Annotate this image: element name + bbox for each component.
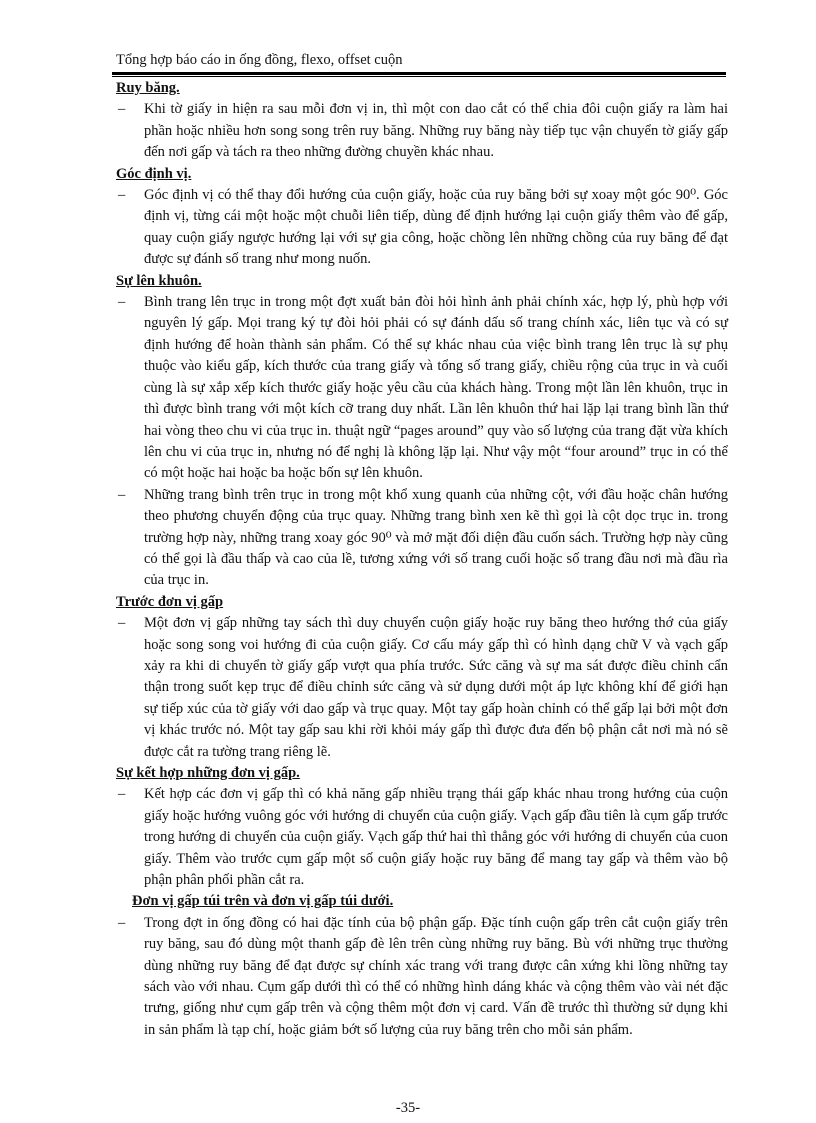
paragraph: – Kết hợp các đơn vị gấp thì có khả năng gấp nhiều trạng thái gấp khác nhau trong hướng của cuộn giấy hoặc hướng vuông góc với hướng di chuyển của cuộn giấy. Vạch gấp đầu tiên là cụm gấp trước trong hướng di chuyển của cuộn giấy. Vạch gấp thứ hai thì thẳng góc với hướng di chuyển của cuon giấy. Thêm vào trước cụm gấp một số cuộn giấy hoặc ruy băng để mang tay gấp và thêm vào bộ phận phân phối phần cắt ra.	[118, 786, 728, 889]
paragraph: – Trong đợt in ống đồng có hai đặc tính của bộ phận gấp. Đặc tính cuộn gấp trên cắt cuộn giấy trên ruy băng, sau đó dùng một thanh gấp đè lên trên cùng những ruy băng. Bù với những trục thường dùng những ruy băng để đạt được sự chính xác trang với trang được cân xứng khi lồng những tay sách vào với nhau. Cụm gấp dưới thì có thể có những hình dáng khác và cộng thêm vào vài nét đặc trưng, giống như cụm gấp trên và cộng thêm một đơn vị card. Vấn đề trước thì thường sử dụng khi in sản phẩm là tạp chí, hoặc giảm bớt số lượng của ruy băng trên cho mỗi sản phẩm.	[118, 914, 728, 1038]
running-header: Tổng hợp báo cáo in ống đồng, flexo, offset cuộn	[116, 52, 403, 68]
paragraph-text: Những trang bình trên trục in trong một khổ xung quanh của những cột, với đầu hoặc chân hướng theo phương chuyển động của trục quay. Những trang bình xen kẽ thì gọi là cột dọc trục in. trong trường hợp này, những trang xoay góc 90⁰ và mở mặt đối diện đầu cuốn sách. Trường hợp này cũng có thể gọi là đầu thấp và cao của lề, tương xứng với số trang cuối hoặc số trang đầu nơi mà đầu rìa của trục in.	[144, 486, 728, 589]
section-don-vi-gap-tui	[116, 891, 728, 1041]
header-rule-thin	[112, 76, 726, 77]
section-heading: Góc định vị.	[116, 165, 192, 182]
paragraph: – Bình trang lên trục in trong một đợt xuất bản đòi hỏi hình ảnh phải chính xác, hợp lý, phù hợp với nguyên lý gấp. Mọi trang ký tự đòi hỏi phải có sự đánh dấu số trang chính xác, liên tục và có sự định hướng để hoàn thành sản phẩm. Có thể sự khác nhau của việc bình trang lên trục là sự phụ thuộc vào kiểu gấp, kích thước của trang giấy và tổng số trang giấy, chiều rộng của trục in và cuối cùng là sự xắp xếp kích thước giấy hoặc yêu cầu của khách hàng. Trong một lần lên khuôn, trục in thì được bình trang với một kích cỡ trang duy nhất. Lần lên khuôn thứ hai lặp lại trang bình lần thứ hai vòng theo chu vi của trục in. thuật ngữ “pages around” quy vào số lượng của trang đặt vừa khích lên chu vi của trục in, nhưng nó để nghị là không lặp lại. Như vậy một “four around” trục in có thể có một hoặc hai hoặc ba hoặc bốn sự lên khuôn.	[118, 294, 728, 482]
section-heading: Sự kết hợp những đơn vị gấp.	[116, 765, 300, 781]
section-truoc-don-vi-gap	[116, 592, 728, 763]
paragraph-text: Một đơn vị gấp những tay sách thì duy chuyển cuộn giấy hoặc ruy băng theo hướng thớ của giấy hoặc song song voi hướng đi của cuộn giấy. Cơ cấu máy gấp thì có hình dạng chữ V và vạch gấp xảy ra khi di chuyển tờ giấy gấp vượt qua phía trước. Sức căng và sự ma sát được điều chỉnh cẩn thận trong suốt kẹp trục để điều chỉnh sức căng và sử dụng dưới một áp lực không khí để giới hạn sự tiếp xúc của tờ giấy với dao gấp và trục quay. Một tay gấp hoàn chỉnh có thể gấp lại bởi một đơn vị khác trước nó. Một tay gấp sau khi rời khỏi máy gấp thì được đưa đến bộ phận cắt nơi mà nó sẽ được cắt ra tường trang riêng lẽ.	[144, 615, 728, 760]
section-ruy-bang	[116, 78, 728, 164]
page-number: -35-	[395, 1100, 421, 1116]
paragraph: – Góc định vị có thể thay đổi hướng của cuộn giấy, hoặc của ruy băng bởi sự xoay một góc 90⁰. Góc định vị, từng cái một hoặc một chuỗi liên tiếp, dùng để định hướng lại cuộn giấy thêm vào để gấp, quay cuộn giấy ngược hướng lại với sự gia công, hoặc chồng lên những chồng của ruy băng để đạt được sự đánh số trang như mong nuốn.	[118, 187, 728, 268]
section-goc-dinh-vi	[116, 164, 728, 271]
section-su-ket-hop	[116, 763, 728, 891]
section-su-len-khuon	[116, 271, 728, 592]
paragraph: – Một đơn vị gấp những tay sách thì duy chuyển cuộn giấy hoặc ruy băng theo hướng thớ của giấy hoặc song song voi hướng đi của cuộn giấy. Cơ cấu máy gấp thì có hình dạng chữ V và vạch gấp xảy ra khi di chuyển tờ giấy gấp vượt qua phía trước. Sức căng và sự ma sát được điều chỉnh cẩn thận trong suốt kẹp trục để điều chỉnh sức căng và sử dụng dưới một áp lực không khí để giới hạn sự tiếp xúc của tờ giấy với dao gấp và trục quay. Một tay gấp hoàn chỉnh có thể gấp lại bởi một đơn vị khác trước nó. Một tay gấp sau khi rời khỏi máy gấp thì được đưa đến bộ phận cắt nơi mà nó sẽ được cắt ra tường trang riêng lẽ.	[118, 615, 728, 760]
page-body	[116, 78, 728, 1041]
section-heading: Trước đơn vị gấp	[116, 593, 224, 610]
paragraph-text: Kết hợp các đơn vị gấp thì có khả năng gấp nhiều trạng thái gấp khác nhau trong hướng của cuộn giấy hoặc hướng vuông góc với hướng di chuyển của cuộn giấy. Vạch gấp đầu tiên là cụm gấp trước trong hướng di chuyển của cuộn giấy. Vạch gấp thứ hai thì thẳng góc với hướng di chuyển của cuon giấy. Thêm vào trước cụm gấp một số cuộn giấy hoặc ruy băng để mang tay gấp và thêm vào bộ phận phân phối phần cắt ra.	[144, 786, 728, 889]
paragraph-text: Góc định vị có thể thay đổi hướng của cuộn giấy, hoặc của ruy băng bởi sự xoay một góc 90⁰. Góc định vị, từng cái một hoặc một chuỗi liên tiếp, dùng để định hướng lại cuộn giấy thêm vào để gấp, quay cuộn giấy ngược hướng lại với sự gia công, hoặc chồng lên những chồng của ruy băng để đạt được sự đánh số trang như mong nuốn.	[144, 187, 728, 268]
section-heading: Sự lên khuôn.	[116, 272, 202, 289]
paragraph-text: Khi tờ giấy in hiện ra sau mỗi đơn vị in, thì một con dao cắt có thể chia đôi cuộn giấy ra làm hai phần hoặc nhiều hơn song song trên ruy băng. Những ruy băng này tiếp tục vận chuyển tờ giấy gấp đến nơi gấp và tách ra theo những đường chuyền khác nhau.	[144, 101, 728, 161]
paragraph: – Những trang bình trên trục in trong một khổ xung quanh của những cột, với đầu hoặc chân hướng theo phương chuyển động của trục quay. Những trang bình xen kẽ thì gọi là cột dọc trục in. trong trường hợp này, những trang xoay góc 90⁰ và mở mặt đối diện đầu cuốn sách. Trường hợp này cũng có thể gọi là đầu thấp và cao của lề, tương xứng với số trang cuối hoặc số trang đầu nơi mà đầu rìa của trục in.	[118, 486, 728, 589]
paragraph-text: Bình trang lên trục in trong một đợt xuất bản đòi hỏi hình ảnh phải chính xác, hợp lý, phù hợp với nguyên lý gấp. Mọi trang ký tự đòi hỏi phải có sự đánh dấu số trang chính xác, liên tục và có sự định hướng để hoàn thành sản phẩm. Có thể sự khác nhau của việc bình trang lên trục là sự phụ thuộc vào kiểu gấp, kích thước của trang giấy và tổng số trang giấy, chiều rộng của trục in và cuối cùng là sự xắp xếp kích thước giấy hoặc yêu cầu của khách hàng. Trong một lần lên khuôn, trục in thì được bình trang với một kích cỡ trang duy nhất. Lần lên khuôn thứ hai lặp lại trang bình lần thứ hai vòng theo chu vi của trục in. thuật ngữ “pages around” quy vào số lượng của trang đặt vừa khích lên chu vi của trục in, nhưng nó để nghị là không lặp lại. Như vậy một “four around” trục in có thể có một hoặc hai hoặc ba hoặc bốn sự lên khuôn.	[144, 294, 728, 482]
section-heading: Ruy băng.	[116, 80, 180, 96]
paragraph: – Khi tờ giấy in hiện ra sau mỗi đơn vị in, thì một con dao cắt có thể chia đôi cuộn giấy ra làm hai phần hoặc nhiều hơn song song trên ruy băng. Những ruy băng này tiếp tục vận chuyển tờ giấy gấp đến nơi gấp và tách ra theo những đường chuyền khác nhau.	[118, 101, 728, 161]
header-rule-thick	[112, 72, 726, 75]
paragraph-text: Trong đợt in ống đồng có hai đặc tính của bộ phận gấp. Đặc tính cuộn gấp trên cắt cuộn giấy trên ruy băng, sau đó dùng một thanh gấp đè lên trên cùng những ruy băng. Bù với những trục thường dùng những ruy băng để đạt được sự chính xác trang với trang được cân xứng khi lồng những tay sách vào với nhau. Cụm gấp dưới thì có thể có những hình dáng khác và cộng thêm vào vài nét đặc trưng, giống như cụm gấp trên và cộng thêm một đơn vị card. Vấn đề trước thì thường sử dụng khi in sản phẩm là tạp chí, hoặc giảm bớt số lượng của ruy băng trên cho mỗi sản phẩm.	[144, 914, 728, 1038]
section-heading: Đơn vị gấp túi trên và đơn vị gấp túi dưới.	[132, 893, 394, 910]
